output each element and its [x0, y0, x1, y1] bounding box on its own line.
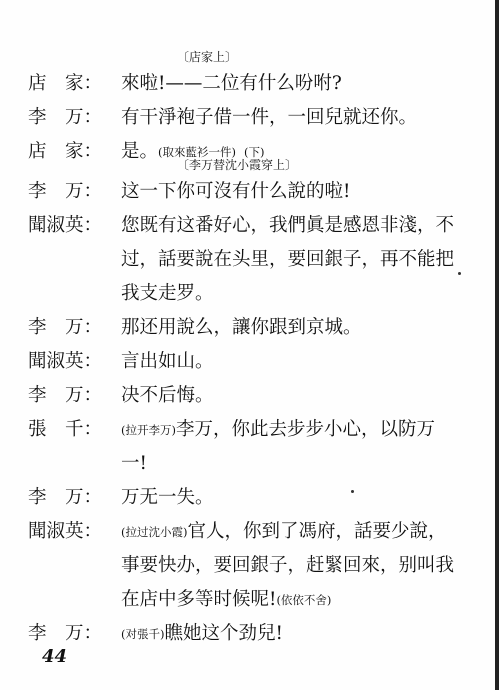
- stage-note: (对張千): [121, 627, 165, 641]
- speech-text: 这一下你可沒有什么說的啦!: [121, 181, 351, 202]
- speaker-name: 李 万：: [28, 181, 103, 202]
- speech-continuation: 一!: [121, 453, 147, 474]
- speech-text: 决不后悔。: [121, 385, 214, 406]
- speaker-name: 店 家：: [28, 141, 103, 162]
- stage-direction-top: 〔店家上〕: [177, 50, 238, 64]
- speech-text: 万无一失。: [121, 487, 214, 508]
- speaker-name: 店 家：: [28, 73, 103, 94]
- speaker-name: 聞淑英：: [28, 521, 103, 542]
- speech-text: 有干淨袍子借一件，一回兒就还你。: [121, 107, 418, 128]
- speech-text: (拉开李万)李万，你此去步步小心，以防万: [121, 419, 435, 440]
- speaker-name: 張 千：: [28, 419, 103, 440]
- dialogue-line: [28, 67, 488, 101]
- dialogue-line: [28, 413, 488, 447]
- dialogue-line: [28, 311, 488, 345]
- speaker-name: 李 万：: [28, 487, 103, 508]
- stage-note: (拉开李万): [121, 423, 176, 437]
- stage-note: (下): [244, 145, 265, 159]
- stage-note: (依依不舍): [276, 593, 332, 607]
- ink-speck: [458, 272, 461, 275]
- speech-continuation: 我支走罗。: [121, 283, 214, 304]
- stage-direction-middle: 〔李万替沈小霞穿上〕: [177, 158, 298, 172]
- stage-note: (拉过沈小霞): [121, 525, 188, 539]
- dialogue-line: [28, 209, 488, 243]
- speech-continuation: 事要快办，要回銀子，赶緊回來，别叫我: [121, 555, 455, 576]
- speaker-name: 李 万：: [28, 107, 103, 128]
- speech-text: 是。(取來藍衫一件) (下): [121, 141, 265, 162]
- stage-note: (取來藍衫一件): [158, 145, 236, 159]
- speech-text: 您既有这番好心，我們眞是感恩非淺，不: [121, 215, 455, 236]
- speech-text: 那还用說么，讓你跟到京城。: [121, 317, 362, 338]
- speaker-name: 李 万：: [28, 623, 103, 644]
- dialogue-line: [28, 379, 488, 413]
- speech-text: (对張千)瞧她这个劲兒!: [121, 623, 283, 644]
- speech-text: (拉过沈小霞)官人，你到了馮府，話要少說，: [121, 521, 447, 542]
- speaker-name: 聞淑英：: [28, 351, 103, 372]
- dialogue-line: [28, 101, 488, 135]
- dialogue-line: [28, 175, 488, 209]
- dialogue-line: [28, 515, 488, 549]
- speech-continuation: 在店中多等时候呢!(依依不舍): [121, 589, 332, 610]
- dialogue-line: [28, 617, 488, 651]
- speech-continuation: 过，話要說在头里，要回銀子，再不能把: [121, 249, 455, 270]
- page-edge-shadow: [495, 0, 499, 690]
- speech-text: 來啦!——二位有什么吩咐?: [121, 73, 342, 94]
- speaker-name: 李 万：: [28, 385, 103, 406]
- dialogue-line: [28, 345, 488, 379]
- dialogue-line: [28, 481, 488, 515]
- speaker-name: 聞淑英：: [28, 215, 103, 236]
- speech-text: 言出如山。: [121, 351, 214, 372]
- speaker-name: 李 万：: [28, 317, 103, 338]
- page-number: 44: [42, 646, 68, 667]
